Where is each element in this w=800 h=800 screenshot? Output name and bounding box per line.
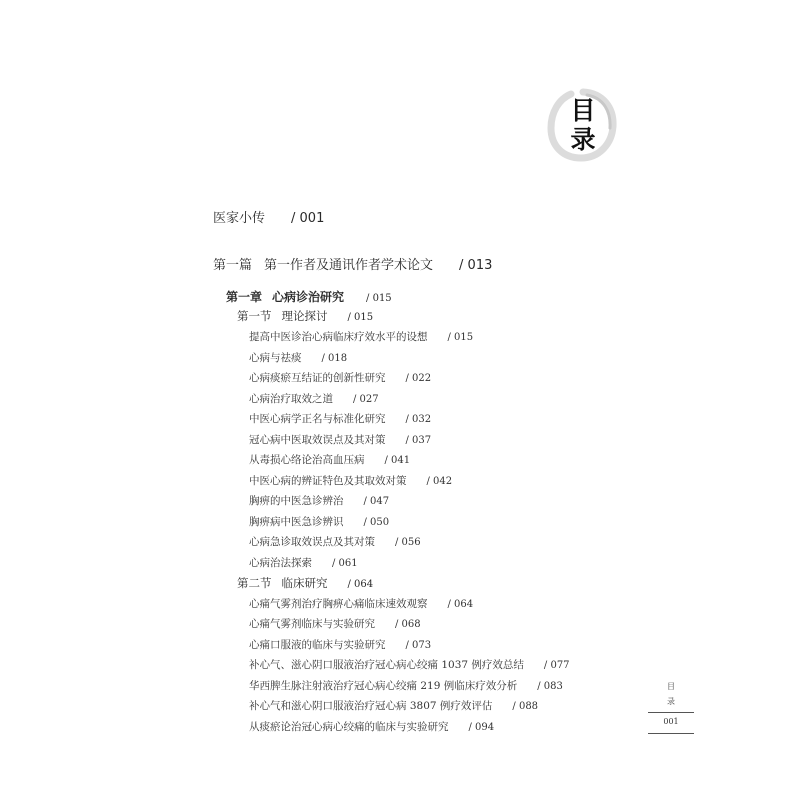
entry-page: / 068 (395, 619, 421, 630)
entry-page: / 064 (447, 599, 474, 610)
entry-title: 补心气和滋心阴口服液治疗冠心病 3807 例疗效评估 (249, 700, 493, 712)
side-tab-page-number: 001 (663, 717, 679, 726)
entry-page: / 042 (426, 476, 453, 487)
toc-entry-item[interactable] (249, 599, 473, 610)
chapter-title: 心病诊治研究 (272, 290, 345, 304)
entry-page: / 056 (395, 537, 421, 548)
entry-title: 提高中医诊治心病临床疗效水平的设想 (249, 331, 428, 343)
entry-title: 补心气、滋心阴口服液治疗冠心病心绞痛 1037 例疗效总结 (249, 659, 524, 671)
entry-page: / 047 (363, 496, 390, 507)
part-label: 第一篇 (213, 258, 253, 273)
entry-page: / 001 (291, 211, 325, 226)
entry-title: 胸痹的中医急诊辨治 (249, 495, 344, 507)
toc-title-char-1: 目 (570, 96, 596, 125)
toc-entry-item[interactable] (249, 660, 570, 671)
toc-entry-item[interactable] (249, 332, 473, 343)
entry-title: 心痛气雾剂治疗胸痹心痛临床速效观察 (249, 598, 428, 610)
entry-title: 心痛气雾剂临床与实验研究 (249, 618, 375, 630)
toc-entry-item[interactable] (249, 455, 410, 466)
side-tab-divider-bottom (648, 733, 694, 734)
toc-entry-biography[interactable] (213, 212, 324, 225)
entry-title: 中医心病的辨证特色及其取效对策 (249, 475, 407, 487)
entry-page: / 077 (543, 660, 570, 671)
entry-title: 冠心病中医取效误点及其对策 (249, 434, 386, 446)
toc-entry-item[interactable] (249, 558, 358, 569)
side-tab-divider-top (648, 712, 694, 713)
entry-page: / 037 (405, 435, 432, 446)
toc-entry-item[interactable] (249, 722, 494, 733)
toc-entry-item[interactable] (249, 701, 538, 712)
entry-page: / 088 (512, 701, 539, 712)
toc-entry-item[interactable] (249, 394, 379, 405)
entry-page: / 061 (332, 558, 358, 569)
toc-entry-item[interactable] (249, 517, 389, 528)
toc-entry-item[interactable] (249, 435, 431, 446)
toc-title-char-2: 录 (570, 125, 596, 154)
section-title: 理论探讨 (281, 309, 328, 323)
entry-page: / 073 (405, 640, 432, 651)
entry-page: / 018 (321, 353, 348, 364)
toc-entry-section-2[interactable] (237, 578, 373, 590)
toc-entry-part-1[interactable] (213, 259, 492, 272)
side-tab-char-1: 目 (667, 682, 675, 691)
toc-title-seal (547, 88, 617, 162)
entry-title: 医家小传 (213, 211, 266, 226)
entry-page: / 032 (405, 414, 432, 425)
entry-title: 从毒损心络论治高血压病 (249, 454, 365, 466)
entry-page: / 015 (447, 332, 474, 343)
entry-page: / 013 (459, 258, 493, 273)
entry-title: 心病治法探索 (249, 557, 312, 569)
entry-page: / 022 (405, 373, 432, 384)
toc-entry-item[interactable] (249, 353, 347, 364)
toc-entry-item[interactable] (249, 681, 563, 692)
toc-entry-chapter-1[interactable] (226, 291, 392, 304)
entry-title: 华西脾生脉注射液治疗冠心病心绞痛 219 例临床疗效分析 (249, 680, 518, 692)
chapter-label: 第一章 (226, 290, 263, 304)
entry-title: 中医心病学正名与标准化研究 (249, 413, 386, 425)
entry-page: / 015 (347, 312, 374, 323)
side-tab-char-2: 录 (667, 697, 675, 706)
section-label: 第一节 (237, 309, 272, 323)
section-label: 第二节 (237, 576, 272, 590)
entry-page: / 041 (384, 455, 411, 466)
entry-title: 心病与祛痰 (249, 352, 302, 364)
toc-entry-item[interactable] (249, 414, 431, 425)
toc-entry-item[interactable] (249, 476, 452, 487)
entry-title: 心病急诊取效误点及其对策 (249, 536, 375, 548)
toc-entry-item[interactable] (249, 619, 421, 630)
toc-entry-item[interactable] (249, 496, 389, 507)
section-title: 临床研究 (281, 576, 328, 590)
toc-entry-item[interactable] (249, 640, 431, 651)
entry-title: 从痰瘀论治冠心病心绞痛的临床与实验研究 (249, 721, 449, 733)
toc-entry-item[interactable] (249, 373, 431, 384)
entry-title: 心病痰瘀互结证的创新性研究 (249, 372, 386, 384)
part-title: 第一作者及通讯作者学术论文 (264, 258, 434, 273)
entry-title: 心痛口服液的临床与实验研究 (249, 639, 386, 651)
entry-page: / 015 (366, 293, 392, 304)
entry-title: 心病治疗取效之道 (249, 393, 333, 405)
entry-page: / 064 (347, 579, 374, 590)
toc-entry-section-1[interactable] (237, 311, 373, 323)
entry-page: / 094 (468, 722, 495, 733)
entry-title: 胸痹病中医急诊辨识 (249, 516, 344, 528)
entry-page: / 027 (353, 394, 379, 405)
entry-page: / 050 (363, 517, 390, 528)
toc-entry-item[interactable] (249, 537, 421, 548)
entry-page: / 083 (537, 681, 563, 692)
